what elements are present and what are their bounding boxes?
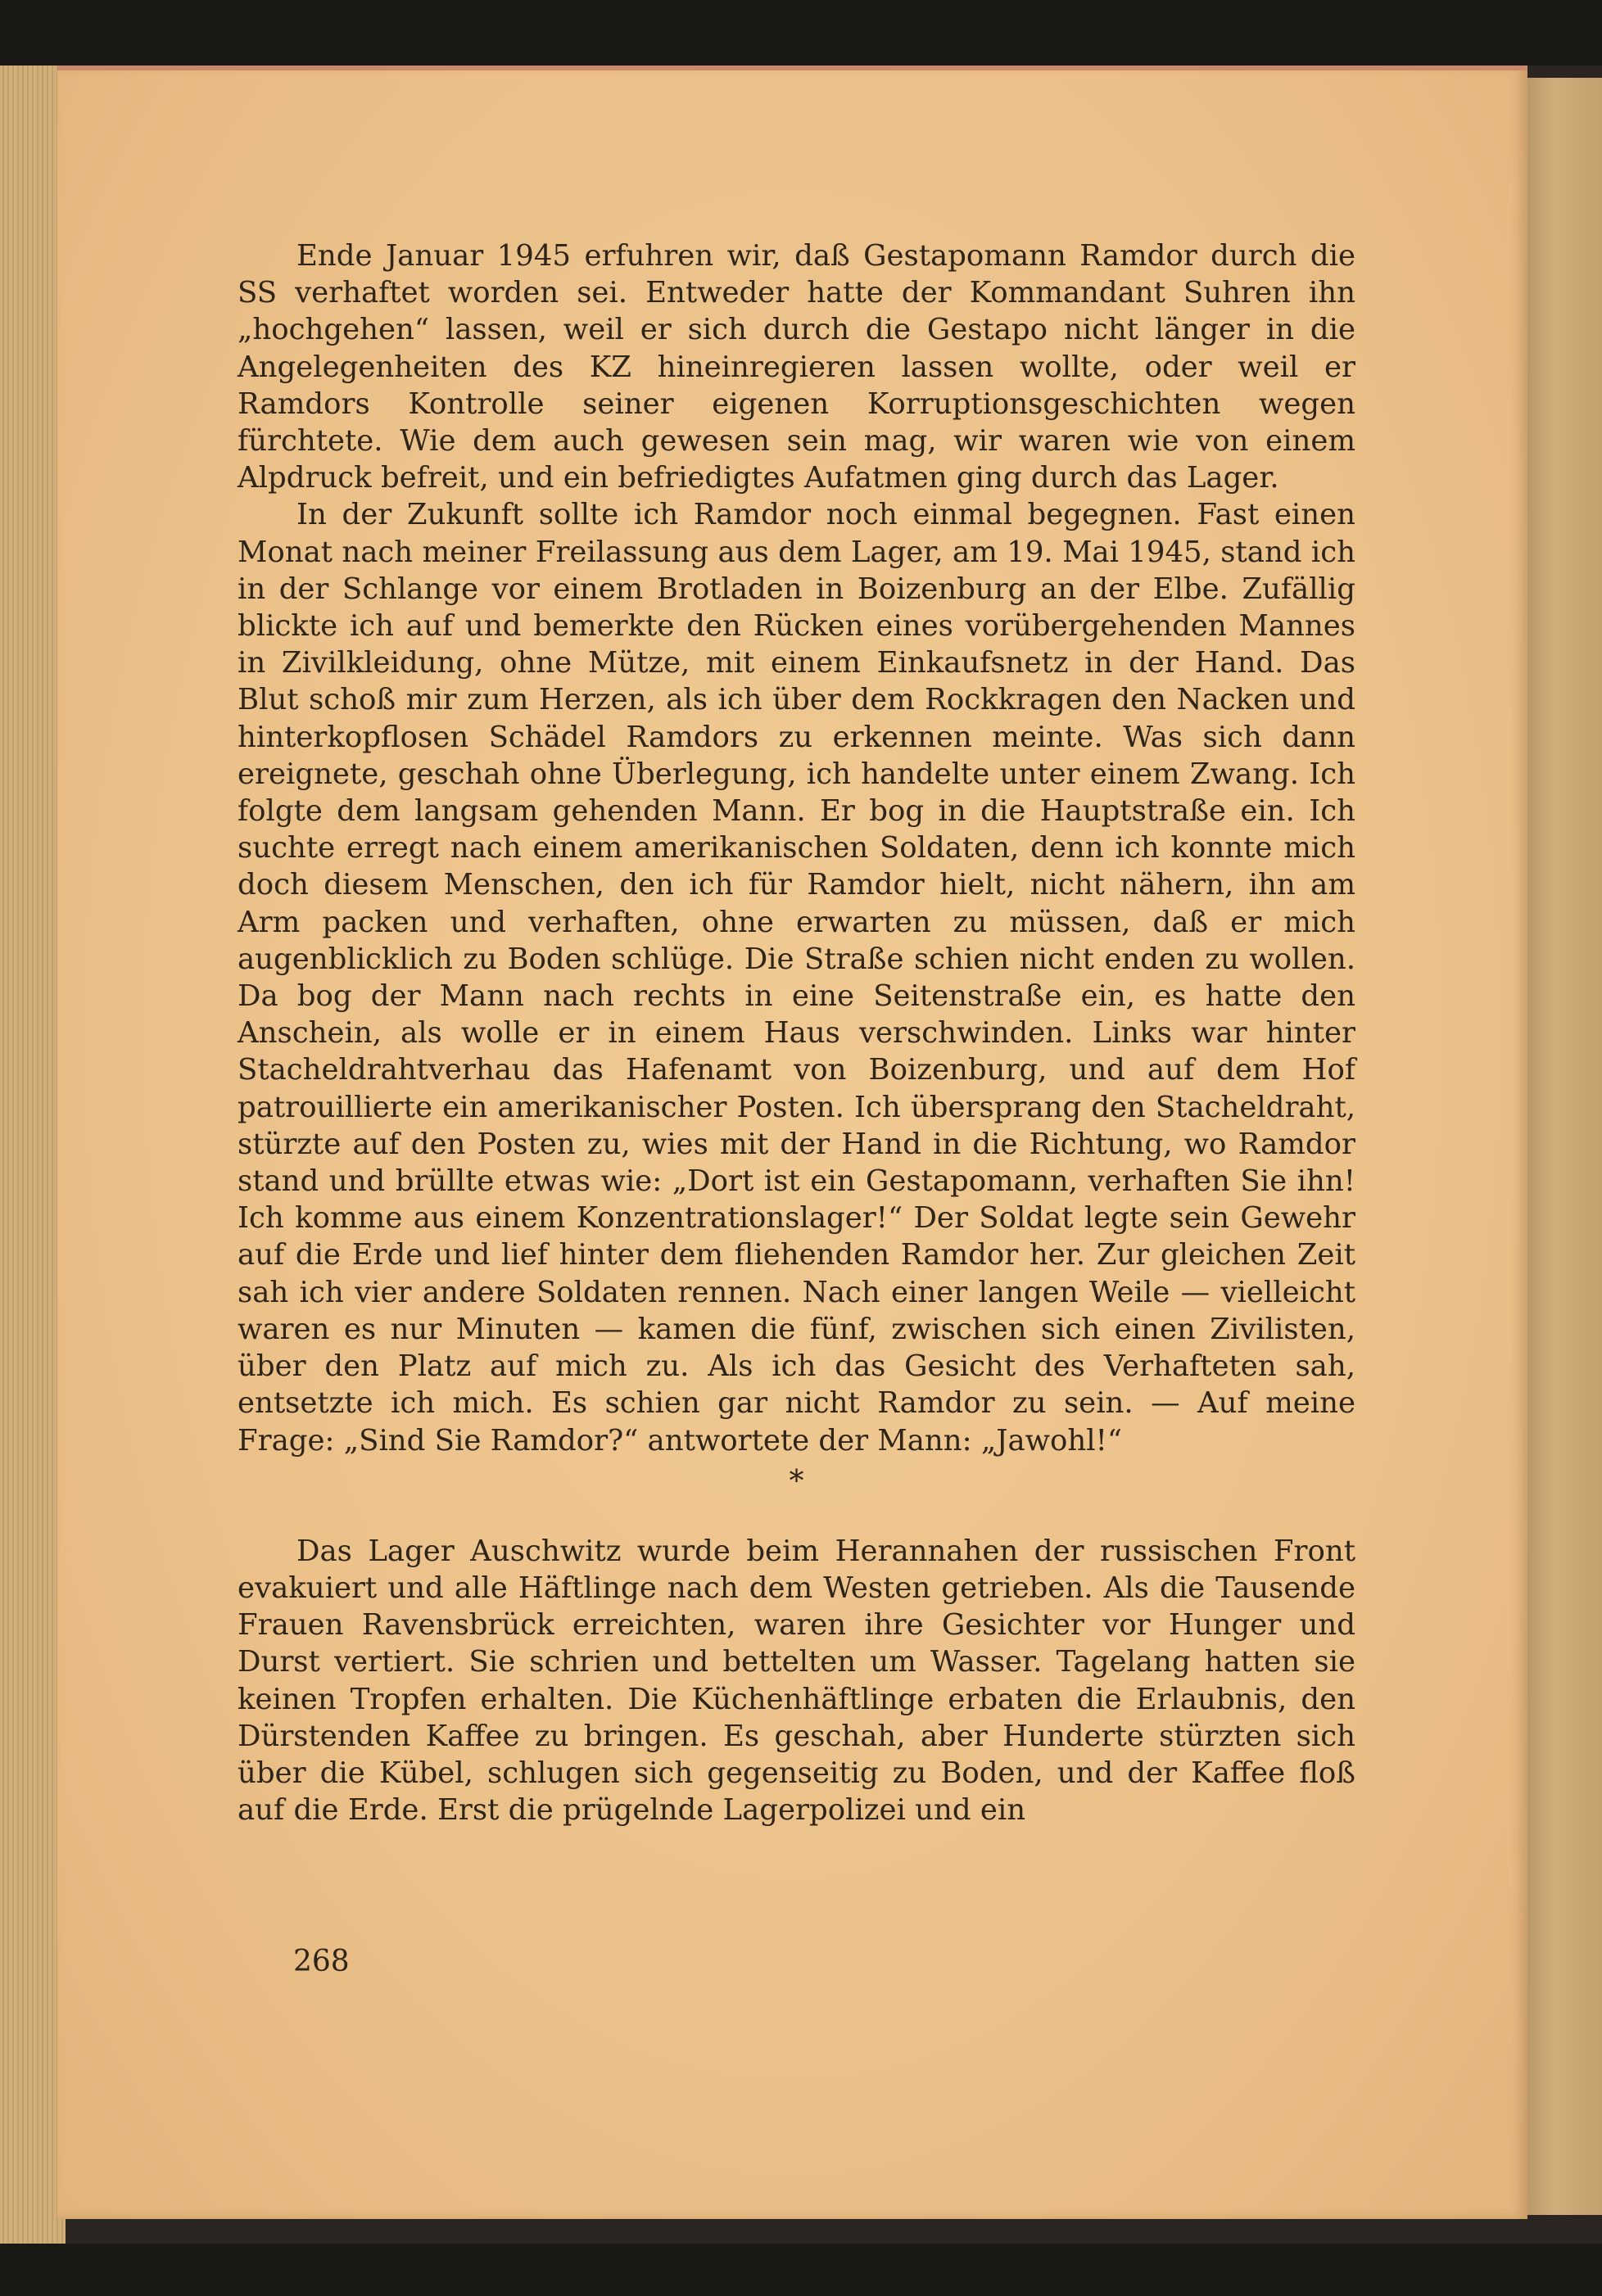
section-separator: *: [789, 1464, 804, 1498]
paragraph-ramdor-encounter: In der Zukunft sollte ich Ramdor noch einmal begegnen. Fast einen Monat nach meiner Freilassung aus dem Lager, am 19. Mai 1945, stand ich in der Schlange vor einem Brotladen in Boizenburg an der Elbe. Zufällig blickte ich auf und bemerkte den Rücken eines vorübergehenden Mannes in Zivilkleidung, ohne Mütze, mit einem Einkaufsnetz in der Hand. Das Blut schoß mir zum Herzen, als ich über dem Rockkragen den Nacken und hinterkopflosen Schädel Ramdors zu erkennen meinte. Was sich dann ereignete, geschah ohne Überlegung, ich handelte unter einem Zwang. Ich folgte dem langsam gehenden Mann. Er bog in die Hauptstraße ein. Ich suchte erregt nach einem amerikanischen Soldaten, denn ich konnte mich doch diesem Menschen, den ich für Ramdor hielt, nicht nähern, ihn am Arm packen und verhaften, ohne erwarten zu müssen, daß er mich augenblicklich zu Boden schlüge. Die Straße schien nicht enden zu wollen. Da bog der Mann nach rechts in eine Seitenstraße ein, es hatte den Anschein, als wolle er in einem Haus verschwinden. Links war hinter Stacheldrahtverhau das Hafenamt von Boizenburg, und auf dem Hof patrouillierte ein amerikanischer Posten. Ich übersprang den Stacheldraht, stürzte auf den Posten zu, wies mit der Hand in die Richtung, wo Ramdor stand und brüllte etwas wie: „Dort ist ein Gestapomann, verhaften Sie ihn! Ich komme aus einem Konzentrationslager!“ Der Soldat legte sein Gewehr auf die Erde und lief hinter dem fliehenden Ramdor her. Zur gleichen Zeit sah ich vier andere Soldaten rennen. Nach einer langen Weile — vielleicht waren es nur Minuten — kamen die fünf, zwischen sich einen Zivilisten, über den Platz auf mich zu. Als ich das Gesicht des Verhafteten sah, entsetzte ich mich. Es schien gar nicht Ramdor zu sein. — Auf meine Frage: „Sind Sie Ramdor?“ antwortete der Mann: „Jawohl!“: [238, 498, 1355, 1458]
next-page-edge: [1523, 78, 1602, 2215]
page-text: [238, 237, 1355, 1828]
paragraph-auschwitz: Das Lager Auschwitz wurde beim Herannahen der russischen Front evakuiert und alle Häftlinge nach dem Westen getrieben. Als die Tausende Frauen Ravensbrück erreichten, waren ihre Gesichter vor Hunger und Durst vertiert. Sie schrien und bettelten um Wasser. Tagelang hatten sie keinen Tropfen erhalten. Die Küchenhäftlinge erbaten die Erlaubnis, den Dürstenden Kaffee zu bringen. Es geschah, aber Hunderte stürzten sich über die Kübel, schlugen sich gegenseitig zu Boden, und der Kaffee floß auf die Erde. Erst die prügelnde Lagerpolizei und ein: [238, 1534, 1355, 1828]
page-number: 268: [293, 1945, 350, 1978]
page-stack-edge: [0, 66, 66, 2244]
paragraph-ramdor-arrest: Ende Januar 1945 erfuhren wir, daß Gestapomann Ramdor durch die SS verhaftet worden sei. Entweder hatte der Kommandant Suhren ihn „hochgehen“ lassen, weil er sich durch die Gestapo nicht länger in die Angelegenheiten des KZ hineinregieren lassen wollte, oder weil er Ramdors Kontrolle seiner eigenen Korruptionsgeschichten wegen fürchtete. Wie dem auch gewesen sein mag, wir waren wie von einem Alpdruck befreit, und ein befriedigtes Aufatmen ging durch das Lager.: [238, 239, 1355, 495]
